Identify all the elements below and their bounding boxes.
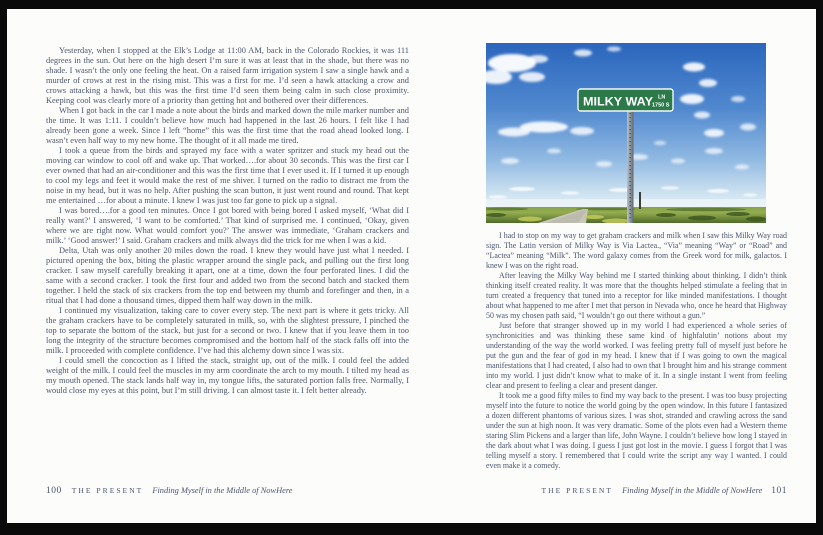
street-sign: [578, 89, 673, 111]
body-paragraph: Yesterday, when I stopped at the Elk’s Lodge at 11:00 AM, back in the Colorado Rockies, it was 111 degrees in the sun. Out here on the high desert I’m sure it was at least that in the shade, but there was no shade. I wasn’t the only one feeling the heat. On a raised farm irrigation system I saw a single hawk and a murder of crows at rest in the rising mist. This was a first for me. I’d seen a hawk attacking a crow and crows attacking a hawk, but this was the first time I’d seen them being calm in such close proximity. Keeping cool was clearly more of a priority than getting hot and bothered over their differences.: [46, 46, 409, 105]
page-number: 101: [771, 486, 787, 496]
left-page-text: [46, 46, 409, 396]
milky-way-sign-photo: [486, 43, 766, 223]
book-spread: [7, 9, 816, 523]
street-sign-suffix: LN: [658, 94, 666, 101]
section-heading: THE PRESENT: [71, 486, 144, 495]
page-number: 100: [46, 486, 62, 496]
body-paragraph: It took me a good fifty miles to find my way back to the present. I was too busy projecting myself into the future to notice the world going by the open window. In this future I fantasized a dozen different phantoms of various sizes. I was shot, stranded and crawling across the sand under the sun at high noon. It was very dramatic. Some of the plots even had a Western theme staring Slim Pickens and a larger than life, John Wayne. I couldn’t believe how long I stayed in the dark about what I was doing. I guess I just got lost in the movie. I guess I forgot that I was telling myself a story. I remembered that I could write the script any way I wanted. I could even make it a comedy.: [486, 391, 787, 470]
book-title: Finding Myself in the Middle of NowHere: [622, 486, 763, 495]
distant-post: [639, 192, 641, 209]
body-paragraph: I could smell the concoction as I lifted the stack, straight up, out of the milk. I could feel the added weight of the milk. I could feel the muscles in my arm coordinate the arch to my mouth. I tilted my head as my mouth opened. The stack lands half way in, my tongue lifts, the saturated portion falls free. Normally, I would close my eyes at this point, but I’m still driving. I can almost taste it. I felt better already.: [46, 356, 409, 395]
right-page-text: [486, 231, 787, 471]
body-paragraph: I was bored….for a good ten minutes. Once I got bored with being bored I asked myself, ‘What did I really want?’ I answered, ‘I want to be comforted.’ That kind of surprised me. I continued, ‘Okay, given where we are right now. What would comfort you?’ The answer was immediate, ‘Graham crackers and milk.’ ‘Good answer!’ I said. Graham crackers and milk always did the trick for me when I was a kid.: [46, 206, 409, 245]
body-paragraph: I had to stop on my way to get graham crackers and milk when I saw this Milky Way road sign. The Latin version of Milky Way is Via Lactea., “Via” meaning “Way” or “Road” and “Lactea” meaning “Milk”. The word galaxy comes from the Greek word for milk, galactos. I knew I was on the right road.: [486, 231, 787, 270]
section-heading: THE PRESENT: [541, 486, 614, 495]
body-paragraph: Delta, Utah was only another 20 miles down the road. I knew they would have just what I needed. I pictured opening the box, biting the plastic wrapper around the single pack, and pulling out the first long cracker. I saw myself carefully breaking it apart, one at a time, down the four perforated lines. I did the same with a second cracker. I took the first four and added two from the second batch and stacked them together. I held the stack of six crackers from the top end between my thumb and forefinger and then, in a ritual that I had done a thousand times, dipped them half way down in the milk.: [46, 246, 409, 305]
body-paragraph: I took a queue from the birds and sprayed my face with a water spritzer and stuck my head out the moving car window to cool off and wake up. That worked….for about 30 seconds. This was the first car I ever owned that had an air-conditioner and this was the first time that I ever used it. If I turned it up enough to cool my legs and feet it would make the rest of me shiver. I turned on the radio to distract me from the noise in my head, but it was no help. After pushing the scan button, it just went round and round. That kept me entertained …for about a minute. I knew I was just too far gone to pick up a signal.: [46, 146, 409, 205]
body-paragraph: Just before that stranger showed up in my world I had experienced a whole series of synchronicities and was thinking these same kind of highfalutin’ notions about my understanding of the way the world worked. I was feeling pretty full of myself just before he put the gun and the fear of god in my head. I knew that if I was going to own the magical manifestations that I had created, I also had to own that I brought him and his strange comment into my world. I just didn’t know what to make of it. In a single instant I went from feeling clear and present to feeling a clear and present danger.: [486, 321, 787, 390]
street-sign-name: MILKY WAY: [583, 94, 653, 109]
street-sign-block: 1750 S: [652, 102, 670, 109]
body-paragraph: When I got back in the car I made a note about the birds and marked down the mile marker number and the time. It was 1:11. I couldn’t believe how much had happened in the last 26 hours. I felt like I had already been gone a week. Since I left “home” this was the first time that the road ahead looked long. I wasn’t even half way to my new home. The thought of it all made me tired.: [46, 106, 409, 145]
body-paragraph: After leaving the Milky Way behind me I started thinking about thinking. I didn’t think thinking itself created reality. It was more that the thoughts helped stimulate a feeling that in turn created a frequency that tuned into a receptor for like minded manifestations. I thought about what happened to me after I met that person in Nevada who, once he heard that Highway 50 was my chosen path said, “I wouldn’t go out there without a gun.”: [486, 271, 787, 320]
body-paragraph: I continued my visualization, taking care to cover every step. The next part is where it gets tricky. All the graham crackers have to be completely saturated in milk, so, with the slightest pressure, I pinched the top to separate the bottom of the stack, but just for a second or two. I knew that if you leave them in too long the integrity of the structure becomes compromised and the bottom half of the stack falls off into the milk. I proceeded with complete confidence. I’ve had this alchemy down since I was six.: [46, 306, 409, 355]
book-title: Finding Myself in the Middle of NowHere: [152, 486, 293, 495]
right-page-footer: [541, 486, 787, 496]
left-page-footer: [46, 486, 293, 496]
